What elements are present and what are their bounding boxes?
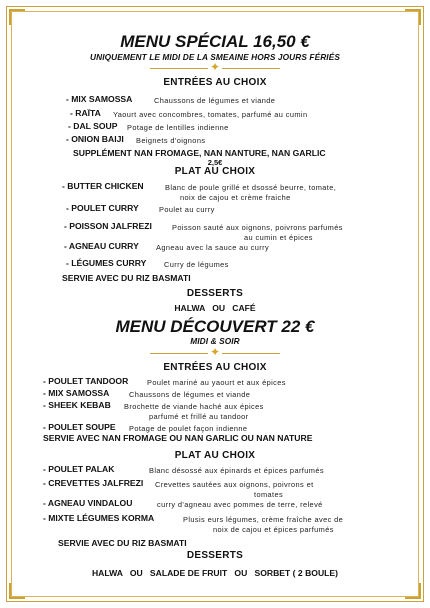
- menu-special-title: MENU SPÉCIAL 16,50 €: [120, 32, 310, 51]
- main-desc: Plusis eurs légumes, crème fraîche avec de: [183, 515, 344, 524]
- main-name: - POULET CURRY: [66, 203, 139, 213]
- starter-name: - DAL SOUP: [68, 121, 118, 131]
- main-desc-cont: noix de cajou et crème fraiche: [180, 193, 291, 202]
- desserts-heading: DESSERTS: [186, 550, 244, 561]
- starter-desc: Poulet mariné au yaourt et aux épices: [147, 378, 286, 387]
- main-desc: Curry de légumes: [164, 260, 229, 269]
- main-name: - BUTTER CHICKEN: [62, 181, 144, 191]
- main-desc: Blanc désossé aux épinards et épices parfumés: [149, 466, 324, 475]
- main-name: - AGNEAU VINDALOU: [43, 498, 133, 508]
- starter-name: - ONION BAIJI: [66, 134, 124, 144]
- starter-name: - MIX SAMOSSA: [43, 388, 110, 398]
- starter-name: - RAÏTA: [70, 108, 101, 118]
- mains-heading: PLAT AU CHOIX: [174, 166, 256, 177]
- starter-desc: Potage de poulet façon indienne: [129, 424, 248, 433]
- main-desc: curry d'agneau avec pommes de terre, relevé: [157, 500, 323, 509]
- starter-desc: Potage de lentilles indienne: [127, 123, 229, 132]
- starter-desc: Brochette de viande haché aux épices: [124, 402, 264, 411]
- gold-divider: [150, 345, 280, 359]
- desserts-list: HALWA OU CAFÉ: [174, 303, 256, 313]
- starter-desc: Chaussons de légumes et viande: [154, 96, 276, 105]
- main-name: - POISSON JALFREZI: [64, 221, 152, 231]
- gold-divider: [150, 60, 280, 74]
- supplement-note: SUPPLÉMENT NAN FROMAGE, NAN NANTURE, NAN GARLIC: [73, 148, 326, 158]
- menu-decouvert-title: MENU DÉCOUVERT 22 €: [115, 317, 315, 336]
- starter-name: - SHEEK KEBAB: [43, 400, 111, 410]
- rice-note: SERVIE AVEC DU RIZ BASMATI: [62, 273, 191, 283]
- main-name: - AGNEAU CURRY: [64, 241, 139, 251]
- main-name: - POULET PALAK: [43, 464, 115, 474]
- starter-name: - POULET SOUPE: [43, 422, 116, 432]
- bread-note: SERVIE AVEC NAN FROMAGE OU NAN GARLIC OU NAN NATURE: [43, 433, 313, 443]
- star-ornament-icon: ✦: [209, 345, 221, 359]
- main-name: - CREVETTES JALFREZI: [43, 478, 144, 488]
- starter-desc-cont: parfumé et frillé au tandoor: [149, 412, 249, 421]
- menu-decouvert-subtitle: MIDI & SOIR: [190, 336, 240, 346]
- main-name: - LÉGUMES CURRY: [66, 258, 147, 268]
- starters-heading: ENTRÉES AU CHOIX: [163, 362, 267, 373]
- star-ornament-icon: ✦: [209, 60, 221, 74]
- starter-desc: Yaourt avec concombres, tomates, parfumé au cumin: [113, 110, 308, 119]
- desserts-heading: DESSERTS: [186, 288, 244, 299]
- main-desc: Crevettes sautées aux oignons, poivrons et: [155, 480, 314, 489]
- main-desc: Poulet au curry: [159, 205, 215, 214]
- starters-heading: ENTRÉES AU CHOIX: [163, 77, 267, 88]
- main-desc-cont: au cumin et épices: [244, 233, 313, 242]
- starter-name: - POULET TANDOOR: [43, 376, 129, 386]
- main-desc: Poisson sauté aux oignons, poivrons parfumés: [172, 223, 343, 232]
- main-desc-cont: tomates: [254, 490, 284, 499]
- main-desc-cont: noix de cajou et épices parfumés: [213, 525, 334, 534]
- desserts-list: HALWA OU SALADE DE FRUIT OU SORBET ( 2 BOULE): [91, 568, 339, 578]
- starter-desc: Chaussons de légumes et viande: [129, 390, 251, 399]
- mains-heading: PLAT AU CHOIX: [174, 450, 256, 461]
- starter-name: - MIX SAMOSSA: [66, 94, 133, 104]
- supplement-price: 2,5€: [207, 158, 223, 167]
- menu-special-subtitle: UNIQUEMENT LE MIDI DE LA SMEAINE HORS JOURS FÉRIÉS: [90, 52, 340, 62]
- main-desc: Blanc de poule grillé et dsossé beurre, tomate,: [165, 183, 337, 192]
- rice-note: SERVIE AVEC DU RIZ BASMATI: [58, 538, 187, 548]
- main-name: - MIXTE LÉGUMES KORMA: [43, 513, 155, 523]
- starter-desc: Beignets d'oignons: [136, 136, 206, 145]
- main-desc: Agneau avec la sauce au curry: [156, 243, 270, 252]
